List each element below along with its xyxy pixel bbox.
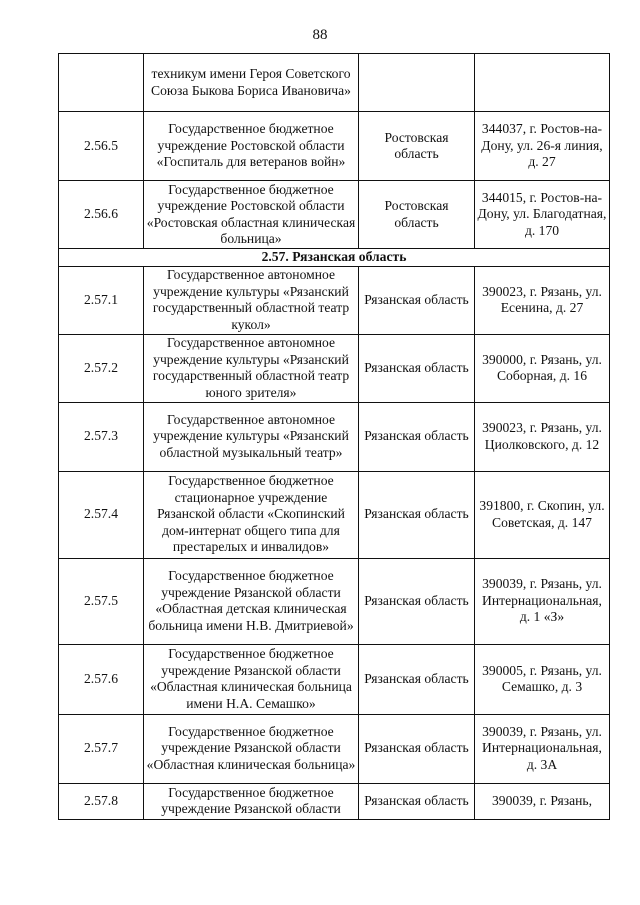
row-number: 2.57.8	[59, 783, 144, 819]
institution-name: техникум имени Героя Советского Союза Быкова Бориса Ивановича»	[144, 54, 359, 112]
institution-name: Государственное бюджетное учреждение Рязанской области «Областная клиническая больница имени Н.А. Семашко»	[144, 644, 359, 714]
row-number: 2.57.2	[59, 334, 144, 402]
table-row	[59, 783, 610, 819]
institution-name: Государственное бюджетное учреждение Рязанской области «Областная детская клиническая больница имени Н.В. Дмитриевой»	[144, 558, 359, 644]
institution-name: Государственное бюджетное учреждение Ростовской области «Ростовская областная клиническая больница»	[144, 181, 359, 249]
institution-name: Государственное автономное учреждение культуры «Рязанский государственный областной театр кукол»	[144, 266, 359, 334]
address: 344015, г. Ростов-на-Дону, ул. Благодатная, д. 170	[475, 181, 610, 249]
row-number: 2.57.7	[59, 714, 144, 783]
region: Рязанская область	[359, 334, 475, 402]
row-number: 2.56.5	[59, 112, 144, 181]
address	[475, 54, 610, 112]
row-number: 2.57.1	[59, 266, 144, 334]
region: Рязанская область	[359, 471, 475, 558]
row-number: 2.56.6	[59, 181, 144, 249]
section-row	[59, 249, 610, 267]
table-row	[59, 54, 610, 112]
region: Рязанская область	[359, 644, 475, 714]
address: 390000, г. Рязань, ул. Соборная, д. 16	[475, 334, 610, 402]
row-number: 2.57.6	[59, 644, 144, 714]
section-title: 2.57. Рязанская область	[59, 249, 610, 267]
region: Ростовская область	[359, 112, 475, 181]
institution-name: Государственное бюджетное учреждение Ростовской области «Госпиталь для ветеранов войн»	[144, 112, 359, 181]
region: Рязанская область	[359, 266, 475, 334]
address: 390023, г. Рязань, ул. Есенина, д. 27	[475, 266, 610, 334]
address: 390039, г. Рязань,	[475, 783, 610, 819]
institution-name: Государственное бюджетное стационарное учреждение Рязанской области «Скопинский дом-интернат общего типа для престарелых и инвалидов»	[144, 471, 359, 558]
institution-name: Государственное бюджетное учреждение Рязанской области «Областная клиническая больница»	[144, 714, 359, 783]
page-number: 88	[312, 27, 328, 43]
table-row	[59, 471, 610, 558]
table-row	[59, 402, 610, 471]
institution-name: Государственное автономное учреждение культуры «Рязанский областной музыкальный театр»	[144, 402, 359, 471]
table-row	[59, 558, 610, 644]
institution-name: Государственное автономное учреждение культуры «Рязанский государственный областной театр юного зрителя»	[144, 334, 359, 402]
row-number: 2.57.3	[59, 402, 144, 471]
institution-name: Государственное бюджетное учреждение Рязанской области	[144, 783, 359, 819]
region: Рязанская область	[359, 714, 475, 783]
address: 390023, г. Рязань, ул. Циолковского, д. 12	[475, 402, 610, 471]
region: Рязанская область	[359, 402, 475, 471]
table-row	[59, 334, 610, 402]
address: 390039, г. Рязань, ул. Интернациональная, д. 1 «З»	[475, 558, 610, 644]
table-row	[59, 644, 610, 714]
table-row	[59, 266, 610, 334]
row-number: 2.57.5	[59, 558, 144, 644]
address: 391800, г. Скопин, ул. Советская, д. 147	[475, 471, 610, 558]
row-number	[59, 54, 144, 112]
table-row	[59, 112, 610, 181]
address: 344037, г. Ростов-на-Дону, ул. 26-я линия, д. 27	[475, 112, 610, 181]
institutions-table	[58, 53, 610, 820]
address: 390005, г. Рязань, ул. Семашко, д. 3	[475, 644, 610, 714]
region: Ростовская область	[359, 181, 475, 249]
table-row	[59, 714, 610, 783]
region	[359, 54, 475, 112]
address: 390039, г. Рязань, ул. Интернациональная, д. 3А	[475, 714, 610, 783]
table-row	[59, 181, 610, 249]
row-number: 2.57.4	[59, 471, 144, 558]
region: Рязанская область	[359, 783, 475, 819]
region: Рязанская область	[359, 558, 475, 644]
